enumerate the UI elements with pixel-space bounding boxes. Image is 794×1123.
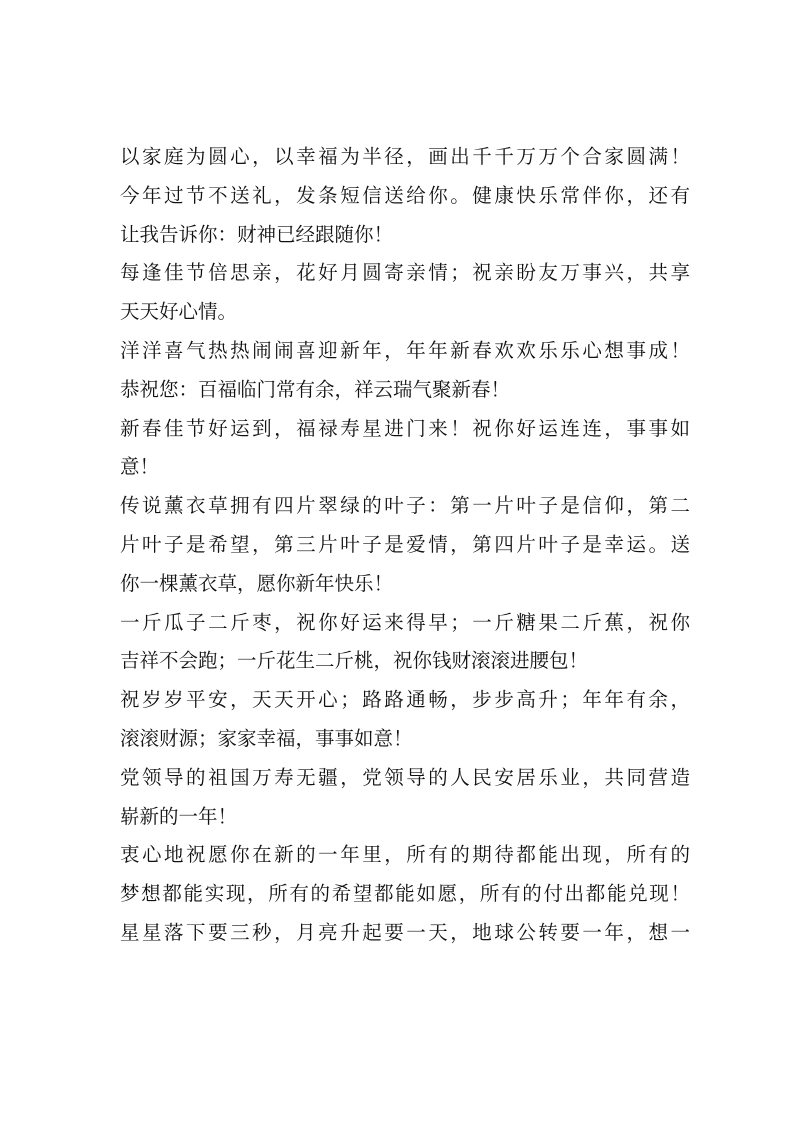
text-line: 让我告诉你：财神已经跟随你！	[120, 222, 394, 246]
text-line: 星星落下要三秒，月亮升起要一天，地球公转要一年，想一	[120, 920, 690, 944]
text-line: 意！	[120, 455, 160, 479]
text-line: 新春佳节好运到，福禄寿星进门来！祝你好运连连，事事如	[120, 416, 690, 440]
text-line: 片叶子是希望，第三片叶子是爱情，第四片叶子是幸运。送	[120, 532, 690, 556]
text-line: 祝岁岁平安，天天开心；路路通畅，步步高升；年年有余，	[120, 688, 690, 712]
document-body	[120, 138, 690, 953]
text-line: 崭新的一年！	[120, 804, 238, 828]
text-line: 吉祥不会跑；一斤花生二斤桃，祝你钱财滚滚进腰包！	[120, 649, 589, 673]
text-line: 一斤瓜子二斤枣，祝你好运来得早；一斤糖果二斤蕉，祝你	[120, 610, 690, 634]
text-line: 今年过节不送礼，发条短信送给你。健康快乐常伴你，还有	[120, 183, 690, 207]
text-line: 梦想都能实现，所有的希望都能如愿，所有的付出都能兑现！	[120, 882, 690, 906]
text-line: 天天好心情。	[120, 300, 238, 324]
text-line: 恭祝您：百福临门常有余，祥云瑞气聚新春！	[120, 377, 511, 401]
text-line: 每逢佳节倍思亲，花好月圆寄亲情；祝亲盼友万事兴，共享	[120, 261, 690, 285]
text-line: 洋洋喜气热热闹闹喜迎新年，年年新春欢欢乐乐心想事成！	[120, 338, 690, 362]
text-line: 滚滚财源；家家幸福，事事如意！	[120, 726, 413, 750]
text-line: 衷心地祝愿你在新的一年里，所有的期待都能出现，所有的	[120, 843, 690, 867]
text-line: 你一棵薰衣草，愿你新年快乐！	[120, 571, 394, 595]
text-line: 党领导的祖国万寿无疆，党领导的人民安居乐业，共同营造	[120, 765, 690, 789]
text-line: 以家庭为圆心，以幸福为半径，画出千千万万个合家圆满！	[120, 145, 690, 168]
text-line: 传说薰衣草拥有四片翠绿的叶子：第一片叶子是信仰，第二	[120, 494, 690, 518]
